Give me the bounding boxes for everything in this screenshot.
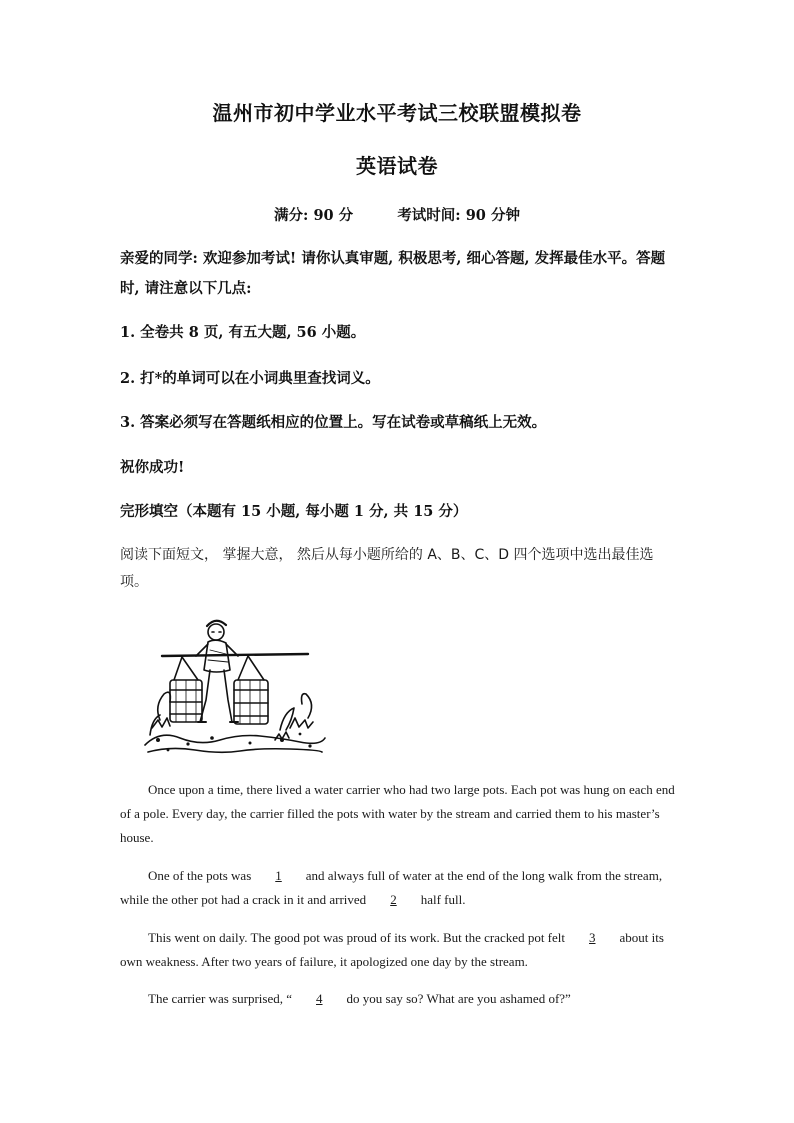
paragraph-text: do you say so? What are you ashamed of?” xyxy=(343,991,571,1006)
paragraph-text: The carrier was surprised, “ xyxy=(148,991,296,1006)
paragraph-text: One of the pots was xyxy=(148,868,255,883)
exam-meta xyxy=(0,204,794,225)
story-paragraph-2 xyxy=(120,864,680,912)
notice-point-3: 3. 答案必须写在答题纸相应的位置上。写在试卷或草稿纸上无效。 xyxy=(120,414,547,431)
blank-3: 3 xyxy=(589,930,596,945)
notice-wish: 祝你成功! xyxy=(120,459,185,476)
story-paragraph-3 xyxy=(120,926,680,974)
notice-greeting: 亲爱的同学: 欢迎参加考试! 请你认真审题, 积极思考, 细心答题, 发挥最佳水平。答题时, 请注意以下几点: xyxy=(120,250,666,297)
paragraph-text: half full. xyxy=(417,892,466,907)
section-instruction: 阅读下面短文， 掌握大意， 然后从每小题所给的 A、B、C、D 四个选项中选出最佳选项。 xyxy=(120,547,654,590)
paragraph-text: Once upon a time, there lived a water carrier who had two large pots. Each pot was hung on each end of a pole. Every day, the carrier filled the pots with water by the stream and carried them to his master’s house. xyxy=(120,782,675,845)
exam-title: 温州市初中学业水平考试三校联盟模拟卷 xyxy=(212,101,582,125)
blank-4: 4 xyxy=(316,991,323,1006)
water-carrier-illustration xyxy=(140,610,330,760)
notice-point-1: 1. 全卷共 8 页, 有五大题, 56 小题。 xyxy=(120,324,366,341)
paragraph-text: about its own weakness. After two years of failure, it apologized one day by the stream. xyxy=(120,930,664,969)
blank-1: 1 xyxy=(275,868,282,883)
story-paragraph-1 xyxy=(120,778,680,850)
blank-2: 2 xyxy=(390,892,397,907)
paragraph-text: This went on daily. The good pot was proud of its work. But the cracked pot felt xyxy=(148,930,569,945)
exam-subtitle: 英语试卷 xyxy=(356,154,438,178)
full-score: 满分: 90 分 xyxy=(274,207,354,224)
notice-point-2: 2. 打*的单词可以在小词典里查找词义。 xyxy=(120,370,380,387)
section-title: 完形填空（本题有 15 小题, 每小题 1 分, 共 15 分） xyxy=(120,503,468,520)
paragraph-text: and always full of water at the end of the long walk from the stream, while the other pot had a crack in it and arrived xyxy=(120,868,663,907)
exam-time: 考试时间: 90 分钟 xyxy=(397,207,520,224)
story-paragraph-4 xyxy=(120,987,680,1011)
